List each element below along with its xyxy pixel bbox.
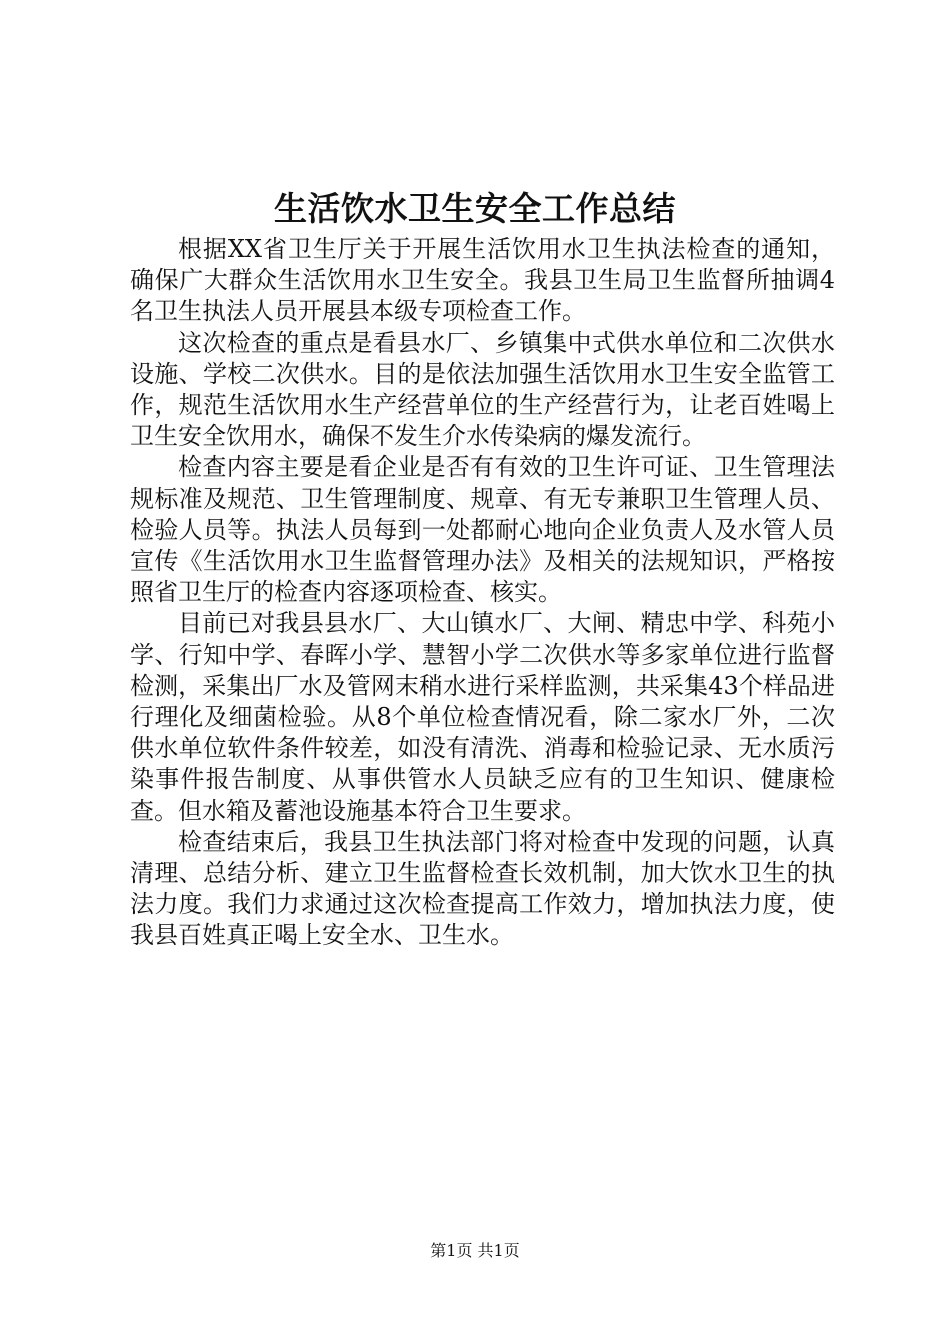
document-body: [130, 234, 835, 952]
page-footer: 第1页 共1页: [430, 1241, 520, 1260]
document-title: 生活饮水卫生安全工作总结: [274, 189, 676, 228]
paragraph-2: 这次检查的重点是看县水厂、乡镇集中式供水单位和二次供水设施、学校二次供水。目的是依法加强生活饮用水卫生安全监管工作，规范生活饮用水生产经营单位的生产经营行为，让老百姓喝上卫生安全饮用水，确保不发生介水传染病的爆发流行。: [130, 328, 835, 451]
paragraph-1: 根据XX省卫生厅关于开展生活饮用水卫生执法检查的通知，确保广大群众生活饮用水卫生安全。我县卫生局卫生监督所抽调4名卫生执法人员开展县本级专项检查工作。: [130, 235, 835, 326]
paragraph-3: 检查内容主要是看企业是否有有效的卫生许可证、卫生管理法规标准及规范、卫生管理制度、规章、有无专兼职卫生管理人员、检验人员等。执法人员每到一处都耐心地向企业负责人及水管人员宣传《生活饮用水卫生监督管理办法》及相关的法规知识，严格按照省卫生厅的检查内容逐项检查、核实。: [130, 453, 835, 607]
paragraph-5: 检查结束后，我县卫生执法部门将对检查中发现的问题，认真清理、总结分析、建立卫生监督检查长效机制，加大饮水卫生的执法力度。我们力求通过这次检查提高工作效力，增加执法力度，使我县百姓真正喝上安全水、卫生水。: [130, 827, 835, 950]
paragraph-4: 目前已对我县县水厂、大山镇水厂、大闸、精忠中学、科苑小学、行知中学、春晖小学、慧智小学二次供水等多家单位进行监督检测，采集出厂水及管网末稍水进行采样监测，共采集43个样品进行理化及细菌检验。从8个单位检查情况看，除二家水厂外，二次供水单位软件条件较差，如没有清洗、消毒和检验记录、无水质污染事件报告制度、从事供管水人员缺乏应有的卫生知识、健康检查。但水箱及蓄池设施基本符合卫生要求。: [130, 609, 835, 825]
